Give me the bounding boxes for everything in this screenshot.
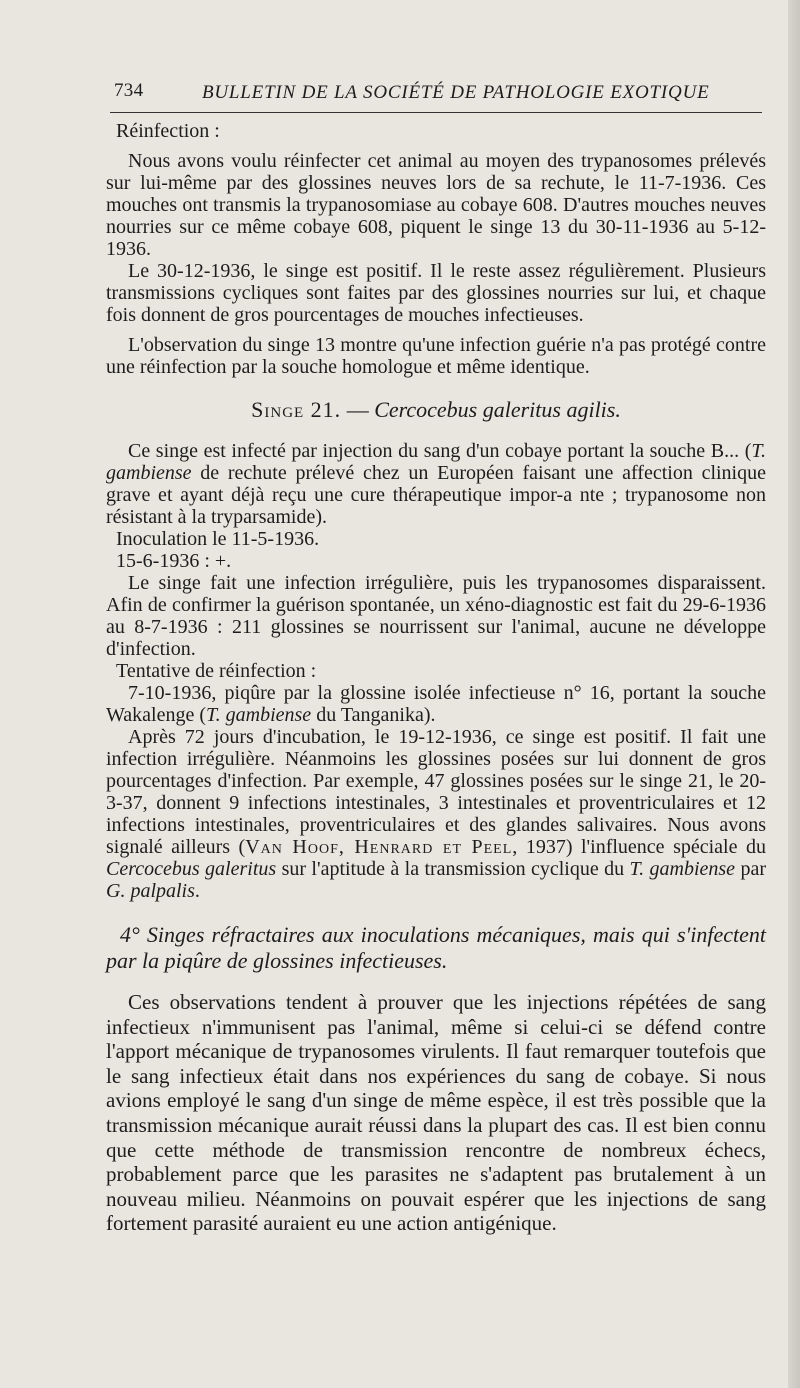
- singe-label: Singe 21.: [251, 397, 342, 422]
- paragraph-reinfection: Nous avons voulu réinfecter cet animal au moyen des trypanosomes prélevés sur lui-même par des glossines neuves lors de sa rechute, le 11-7-1936. Ces mouches ont transmis la trypanosomiase au cobaye 608. D'autres mouches neuves nourries sur ce même cobaye 608, piquent le singe 13 du 30-11-1936 au 5-12-1936.: [106, 150, 766, 260]
- text-run: Après 72 jours d'incubation, le 19-12-1936, ce singe est positif. Il fait une infection irrégulière. Néanmoins les glossines posées sur lui donnent de gros pourcentages d'infection. Par exemple, 47 glossines posées sur le singe 21, le 20-3-37, donnent 9 infections intestinales, 3 intestinales et proventriculaires et 12 infections intestinales, proventriculaires et des glandes salivaires. Nous avons signalé ailleurs (: [106, 726, 766, 858]
- page-edge-shadow: [788, 0, 800, 1388]
- species-italic: G. palpalis: [106, 880, 195, 902]
- paragraph-observation: L'observation du singe 13 montre qu'une infection guérie n'a pas protégé contre une réinfection par la souche homologue et même identique.: [106, 334, 766, 378]
- section-heading-singe-21: [106, 396, 766, 424]
- page-body: [106, 120, 766, 1236]
- species-name: Cercocebus galeritus agilis.: [374, 397, 621, 422]
- running-title: BULLETIN DE LA SOCIÉTÉ DE PATHOLOGIE EXOTIQUE: [202, 82, 710, 103]
- positive-date-line: 15-6-1936 : +.: [116, 550, 232, 572]
- heading-dash: —: [341, 397, 375, 422]
- reinfection-label: Réinfection :: [116, 120, 220, 142]
- species-italic: T. gambiense: [206, 704, 312, 726]
- text-run: , 1937) l'influence spéciale du: [512, 836, 766, 858]
- header-rule: [110, 112, 762, 113]
- page-number: 734: [114, 80, 144, 101]
- tentative-line: Tentative de réinfection :: [116, 660, 317, 682]
- paragraph-conclusions: Ces observations tendent à prouver que les injections répétées de sang infectieux n'immunisent pas l'animal, même si celui-ci se défend contre l'apport mécanique de trypanosomes virulents. Il faut remarquer toutefois que le sang infectieux était dans nos expériences du sang de cobaye. Si nous avions employé le sang d'un singe de même espèce, il est très possible que la transmission mécanique aurait réussi dans la plupart des cas. Il est bien connu que cette méthode de transmission rencontre de nombreux échecs, probablement parce que les parasites ne s'adaptent pas brutalement à un nouveau milieu. Néanmoins on pouvait espérer que les injections de sang fortement parasité auraient eu une action antigénique.: [106, 990, 766, 1236]
- paragraph-infection: [106, 440, 766, 528]
- inoculation-line: Inoculation le 11-5-1936.: [116, 528, 320, 550]
- paragraph-piqure: [106, 682, 766, 726]
- text-run: par: [735, 858, 767, 880]
- species-italic: T. gambiense: [106, 440, 766, 484]
- text-run: sur l'aptitude à la transmission cyclique du: [276, 858, 630, 880]
- text-run: Ce singe est infecté par injection du sang d'un cobaye portant la souche B... (: [128, 440, 752, 462]
- text-run: de rechute prélevé chez un Européen faisant une affection clinique grave et ayant déjà reçu une cure thérapeutique impor-a nte ; trypanosome non résistant à la tryparsamide).: [106, 462, 766, 528]
- concluding-section: [106, 990, 766, 1236]
- author-names: Van Hoof, Henrard et Peel: [245, 836, 513, 858]
- running-header: [110, 76, 760, 106]
- text-run: .: [194, 880, 200, 902]
- paragraph-incubation: [106, 726, 766, 902]
- text-run: du Tanganika).: [311, 704, 436, 726]
- paragraph-positive: Le 30-12-1936, le singe est positif. Il le reste assez régulièrement. Plusieurs transmissions cycliques sont faites par des glossines nourries sur lui, et chaque fois donnent de gros pourcentages de mouches infectieuses.: [106, 260, 766, 326]
- species-italic: T. gambiense: [629, 858, 736, 880]
- paragraph-irregular-infection: Le singe fait une infection irrégulière, puis les trypanosomes disparaissent. Afin de confirmer la guérison spontanée, un xéno-diagnostic est fait du 29-6-1936 au 8-7-1936 : 211 glossines se nourrissent sur l'animal, aucune ne développe d'infection.: [106, 572, 766, 660]
- text-run: 7-10-1936, piqûre par la glossine isolée infectieuse n° 16, portant la souche Wakalenge (: [106, 682, 766, 726]
- subheading-refractory-monkeys: 4° Singes réfractaires aux inoculations mécaniques, mais qui s'infectent par la piqûre de glossines infectieuses.: [106, 922, 766, 973]
- species-italic: Cercocebus galeritus: [106, 858, 277, 880]
